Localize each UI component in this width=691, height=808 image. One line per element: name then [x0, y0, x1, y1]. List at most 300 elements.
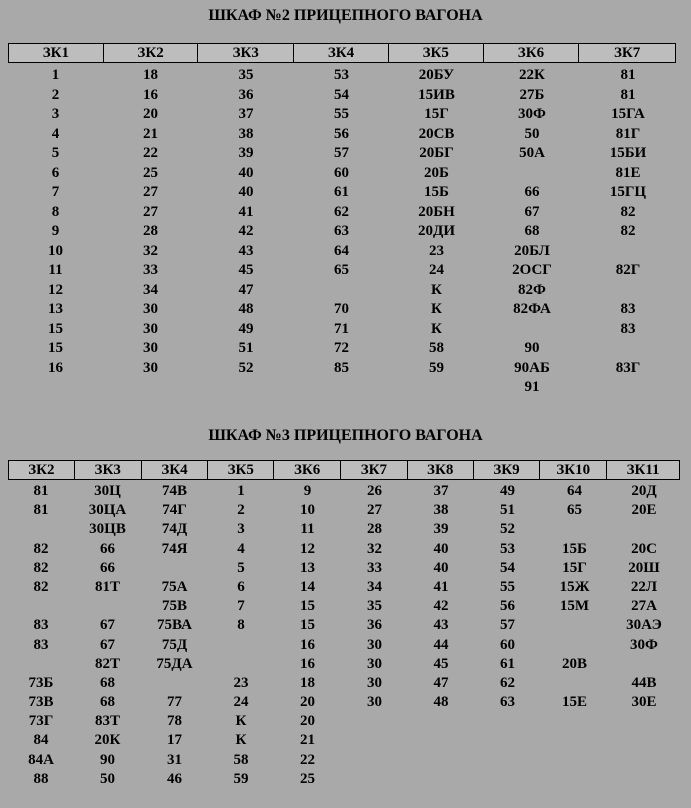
table-cell: 68	[524, 223, 540, 239]
table-cell: 7	[237, 598, 245, 615]
table-cell: 30Ц	[94, 483, 121, 499]
table-cell: 20БЛ	[514, 242, 550, 259]
table-cell: 32	[367, 540, 382, 557]
table-cell: 44В	[631, 674, 657, 691]
table-cell: 83Г	[615, 359, 641, 376]
table-column	[274, 482, 341, 789]
table-cell: 30	[367, 655, 382, 672]
table-cell	[580, 339, 676, 359]
column-header: ЗК1	[9, 44, 104, 62]
table-cell: 70	[334, 301, 349, 317]
table-cell: 57	[334, 145, 349, 161]
table-cell: 64	[334, 242, 349, 259]
cabinet-2-table	[8, 43, 676, 398]
table-cell: 61	[500, 655, 515, 672]
table-cell: 4	[237, 540, 245, 557]
table-cell: 59	[233, 770, 249, 787]
table-cell: 82	[620, 223, 636, 239]
table-cell: 66	[100, 540, 115, 557]
table-cell: 20Е	[631, 502, 657, 519]
table-cell: 2	[237, 502, 245, 519]
table-cell	[608, 751, 680, 770]
table-cell: 56	[500, 598, 515, 615]
table-cell: 75Д	[161, 636, 188, 653]
table-cell: 20БУ	[418, 67, 455, 83]
table-cell: 74Я	[161, 540, 188, 557]
table-cell: 82	[33, 559, 49, 576]
table-cell: 27	[143, 184, 158, 200]
table-cell: 8	[237, 617, 245, 634]
table-cell	[474, 731, 541, 750]
table-cell: 82ФА	[513, 301, 551, 317]
cabinet-3-title: ШКАФ №3 ПРИЦЕПНОГО ВАГОНА	[208, 427, 483, 444]
table-cell: 34	[367, 578, 382, 595]
table-cell: 68	[100, 674, 115, 691]
table-cell: 48	[433, 694, 449, 711]
table-cell: 75А	[161, 578, 188, 595]
table-cell: 23	[429, 242, 444, 259]
table-cell: 5	[237, 559, 245, 576]
table-cell	[608, 520, 680, 539]
table-cell: 30Ф	[518, 106, 546, 122]
table-cell	[408, 751, 474, 770]
table-column	[541, 482, 608, 789]
table-cell: 10	[48, 242, 63, 259]
table-cell: 15БИ	[609, 145, 647, 161]
table-cell	[484, 320, 580, 340]
table-cell	[341, 712, 408, 731]
table-cell	[294, 281, 389, 301]
table-column	[208, 482, 274, 789]
column-header: ЗК2	[9, 461, 75, 479]
table-cell: 30АЭ	[626, 617, 662, 634]
table-cell: 22К	[519, 67, 545, 83]
table-cell: 75В	[161, 598, 187, 615]
table-column	[608, 482, 680, 789]
table-cell: 62	[334, 203, 349, 220]
table-cell: 73В	[28, 694, 54, 711]
table-cell	[474, 712, 541, 731]
table-cell: 84	[33, 732, 49, 749]
table-cell: 15	[300, 598, 315, 615]
table-cell: 9	[51, 223, 60, 239]
table-cell: 18	[300, 674, 315, 691]
cabinet-2-title: ШКАФ №2 ПРИЦЕПНОГО ВАГОНА	[208, 7, 483, 24]
table-cell: К	[235, 713, 247, 730]
table-cell	[341, 731, 408, 750]
table-cell	[8, 655, 74, 674]
table-cell: 40	[433, 540, 449, 557]
table-cell: 16	[48, 359, 63, 376]
table-cell: 11	[48, 262, 63, 278]
table-cell: 20БН	[418, 203, 455, 220]
table-cell: 30ЦВ	[89, 521, 126, 538]
column-header: ЗК4	[142, 461, 209, 479]
table-cell	[8, 597, 74, 616]
table-column	[8, 66, 103, 398]
table-cell: 1	[237, 483, 245, 499]
column-header: ЗК5	[208, 461, 274, 479]
table-cell: 38	[433, 502, 449, 519]
table-cell: 67	[524, 203, 540, 220]
table-cell: 37	[433, 483, 449, 499]
table-cell: 73Б	[28, 674, 54, 691]
table-cell: 65	[567, 502, 582, 519]
table-cell: 56	[334, 125, 349, 142]
table-cell: 6	[237, 578, 245, 595]
table-cell: 31	[167, 751, 182, 768]
column-header: ЗК2	[104, 44, 199, 62]
table-cell	[474, 770, 541, 789]
table-cell: 30Ф	[630, 636, 658, 653]
table-cell: 58	[233, 751, 249, 768]
table-cell	[141, 674, 208, 693]
table-cell: 27Б	[519, 86, 545, 103]
table-cell: 63	[334, 223, 349, 239]
table-cell: 38	[238, 125, 254, 142]
table-cell: 82	[33, 578, 49, 595]
table-cell: 2ОСГ	[512, 262, 552, 278]
table-column	[103, 66, 198, 398]
table-cell	[541, 770, 608, 789]
table-cell: 67	[100, 636, 115, 653]
table-cell: 51	[500, 502, 515, 519]
table-cell: 60	[334, 164, 349, 181]
column-header: ЗК6	[274, 461, 341, 479]
column-header: ЗК8	[408, 461, 474, 479]
table-cell: 83	[620, 320, 636, 337]
table-cell: 22Л	[630, 578, 658, 595]
table-cell: 47	[433, 674, 449, 691]
table-cell: 58	[429, 340, 444, 356]
table-cell: 90	[100, 751, 115, 768]
table-cell: 15Г	[562, 559, 587, 576]
table-cell	[208, 655, 274, 674]
table-cell: 81	[620, 86, 636, 103]
table-cell: 15	[48, 320, 63, 337]
column-header: ЗК4	[294, 44, 389, 62]
table-cell: 61	[334, 184, 349, 200]
table-cell: 9	[303, 483, 312, 499]
table-cell: 3	[237, 521, 245, 538]
table-cell	[541, 616, 608, 635]
table-cell: 48	[238, 301, 254, 317]
table-column	[198, 66, 294, 398]
table-cell: 36	[238, 86, 254, 103]
table-cell: 15	[300, 617, 315, 634]
table-cell: 83	[620, 301, 636, 317]
table-cell	[541, 674, 608, 693]
table-cell: 81	[33, 502, 49, 519]
table-cell: 3	[51, 106, 60, 122]
table-cell: 5	[51, 145, 60, 161]
table-cell: 24	[429, 262, 444, 278]
table-cell: 20БГ	[419, 145, 454, 161]
table-cell: 50	[524, 125, 540, 142]
table-cell: 45	[433, 655, 449, 672]
table-cell: 67	[100, 617, 115, 634]
table-column	[341, 482, 408, 789]
table-cell: 40	[238, 164, 254, 181]
table-cell: 20Ш	[628, 559, 660, 576]
table-column	[580, 66, 676, 398]
table-cell: 53	[500, 540, 515, 557]
cabinet-2-header-row	[8, 43, 676, 63]
table-cell	[608, 712, 680, 731]
column-header: ЗК10	[540, 461, 607, 479]
table-cell: 51	[238, 340, 254, 356]
table-cell: 71	[334, 320, 349, 337]
table-column	[474, 482, 541, 789]
table-cell: 15Б	[562, 540, 587, 557]
table-cell: 66	[524, 184, 540, 200]
table-cell: 53	[334, 67, 349, 83]
table-cell: 33	[367, 559, 382, 576]
table-cell: 82Г	[615, 262, 641, 278]
table-cell	[408, 731, 474, 750]
table-cell: 81Т	[94, 578, 120, 595]
table-cell	[474, 751, 541, 770]
table-cell: 82Т	[94, 655, 120, 672]
table-cell: 68	[100, 694, 115, 711]
table-cell: 66	[100, 559, 115, 576]
table-cell	[608, 770, 680, 789]
table-column	[389, 66, 484, 398]
table-cell: 63	[500, 694, 515, 711]
table-cell: 81Е	[615, 164, 641, 181]
table-cell: 64	[567, 483, 582, 499]
table-cell: 75ДА	[156, 655, 193, 672]
table-cell: 39	[433, 521, 449, 538]
table-cell	[74, 597, 141, 616]
table-cell: 52	[238, 359, 254, 376]
table-cell: 20К	[94, 732, 121, 749]
table-cell: 15Б	[424, 184, 449, 200]
table-cell: 82	[33, 540, 49, 557]
table-cell: 30	[367, 636, 382, 653]
table-cell: 15ИВ	[418, 86, 455, 103]
column-header: ЗК7	[614, 45, 641, 61]
table-cell	[608, 655, 680, 674]
table-cell: 88	[33, 770, 49, 787]
table-cell: 42	[433, 598, 449, 615]
table-cell: 81	[620, 67, 636, 83]
table-cell: 8	[51, 203, 60, 220]
table-cell: 82Ф	[518, 281, 546, 298]
table-cell: 82	[620, 203, 636, 220]
table-cell: 27А	[631, 598, 657, 615]
table-cell: 59	[429, 359, 444, 376]
table-cell: 20Б	[424, 164, 449, 181]
table-cell: 15М	[559, 598, 590, 615]
table-cell: 24	[233, 694, 249, 711]
table-cell: 60	[500, 636, 515, 653]
table-cell: 90АБ	[514, 359, 550, 376]
table-cell	[141, 559, 208, 578]
table-column	[141, 482, 208, 789]
table-cell: 50А	[519, 145, 545, 161]
table-cell: 20Д	[631, 483, 657, 499]
table-cell: 26	[367, 483, 382, 499]
column-header: ЗК3	[198, 44, 294, 62]
table-cell: 75ВА	[157, 617, 192, 634]
table-cell: 32	[143, 242, 158, 259]
table-cell: 20	[300, 713, 315, 730]
table-cell	[541, 751, 608, 770]
table-cell: 65	[334, 262, 349, 278]
table-cell: 22	[300, 751, 315, 768]
table-cell	[8, 520, 74, 539]
cabinet-3-body	[8, 482, 680, 789]
column-header: ЗК7	[341, 461, 408, 479]
table-cell: 42	[238, 223, 254, 239]
table-cell	[408, 770, 474, 789]
table-cell: 62	[500, 674, 515, 691]
table-cell: 34	[143, 281, 158, 298]
table-cell: 49	[500, 483, 515, 499]
table-column	[294, 66, 389, 398]
table-cell: 43	[238, 242, 254, 259]
table-cell: 6	[51, 164, 60, 181]
table-cell: 30	[143, 301, 158, 317]
table-cell: 55	[334, 106, 349, 122]
table-cell: 78	[167, 713, 182, 730]
table-cell: 55	[500, 578, 515, 595]
table-cell	[341, 770, 408, 789]
table-cell: 54	[500, 559, 515, 576]
table-cell	[408, 712, 474, 731]
table-cell: 74Г	[162, 502, 187, 519]
table-cell: 91	[524, 379, 540, 395]
table-cell	[208, 636, 274, 655]
table-cell: 11	[300, 521, 315, 538]
table-cell: 21	[143, 125, 158, 142]
table-column	[408, 482, 474, 789]
table-cell: 30	[367, 674, 382, 691]
table-cell: 35	[367, 598, 382, 615]
table-cell: 35	[238, 67, 254, 83]
table-cell: 41	[238, 203, 254, 220]
table-cell: 10	[300, 502, 315, 519]
table-cell	[608, 731, 680, 750]
cabinet-3-header-row	[8, 460, 680, 480]
table-cell: 16	[300, 655, 315, 672]
table-cell: 43	[433, 617, 449, 634]
column-header: ЗК9	[474, 461, 541, 479]
table-cell: 30	[143, 359, 158, 376]
table-cell	[341, 751, 408, 770]
table-cell	[541, 520, 608, 539]
table-cell: 25	[143, 164, 158, 181]
table-cell: 27	[143, 203, 158, 220]
table-cell	[541, 712, 608, 731]
table-cell: 28	[143, 223, 158, 239]
table-cell: 49	[238, 320, 254, 337]
column-header: ЗК3	[75, 461, 142, 479]
table-cell: 72	[334, 340, 349, 356]
table-cell: 25	[300, 770, 315, 787]
table-cell: 18	[143, 67, 158, 83]
table-cell	[580, 281, 676, 301]
table-cell: К	[431, 281, 442, 298]
table-cell: 44	[433, 636, 449, 653]
table-cell: 81Г	[615, 125, 641, 142]
cabinet-3-table	[8, 460, 680, 789]
table-cell: 20В	[561, 655, 587, 672]
table-cell: 83	[33, 636, 49, 653]
table-cell: 17	[167, 732, 182, 749]
table-cell: 20	[300, 694, 315, 711]
table-cell: 12	[48, 281, 63, 298]
table-cell: 83Т	[94, 713, 120, 730]
table-cell: 15	[48, 340, 63, 356]
table-cell: 28	[367, 521, 382, 538]
table-cell: 45	[238, 262, 254, 278]
table-cell: 90	[524, 340, 540, 356]
table-cell	[541, 636, 608, 655]
table-cell: 13	[48, 301, 63, 317]
table-cell: 15ГЦ	[609, 184, 647, 200]
table-cell: 16	[300, 636, 315, 653]
table-cell: 73Г	[28, 713, 54, 730]
table-cell: 30	[143, 320, 158, 337]
table-cell	[580, 242, 676, 262]
table-cell: 74В	[161, 483, 187, 499]
table-cell: 41	[433, 578, 449, 595]
table-cell: К	[235, 732, 247, 749]
table-column	[484, 66, 580, 398]
cabinet-2-body	[8, 66, 676, 398]
table-cell: 20С	[631, 540, 657, 557]
table-cell: 39	[238, 145, 254, 161]
table-cell: 27	[367, 502, 382, 519]
table-cell: 36	[367, 617, 382, 634]
column-header: ЗК11	[626, 462, 660, 478]
table-cell: 81	[33, 483, 49, 499]
table-cell: 30	[367, 694, 382, 711]
table-cell: 30ЦА	[88, 502, 127, 519]
table-cell: 15Ж	[559, 578, 590, 595]
table-cell: 30Е	[631, 694, 657, 711]
table-cell: 46	[167, 770, 182, 787]
table-cell: К	[431, 301, 442, 317]
table-cell: 20	[143, 106, 158, 122]
table-cell: 83	[33, 617, 49, 634]
table-cell: 37	[238, 106, 254, 122]
table-cell: 4	[51, 125, 60, 142]
table-cell: 16	[143, 86, 158, 103]
table-cell: 33	[143, 262, 158, 278]
table-cell: 50	[100, 770, 115, 787]
table-cell	[541, 731, 608, 750]
table-cell: 21	[300, 732, 315, 749]
table-cell: 13	[300, 559, 315, 576]
table-cell: 30	[143, 340, 158, 356]
table-cell: 85	[334, 359, 349, 376]
table-cell: 84А	[28, 751, 54, 768]
table-cell: 15Г	[424, 106, 449, 122]
table-cell: 14	[300, 578, 315, 595]
table-cell: 7	[51, 184, 60, 200]
table-cell: 47	[238, 281, 254, 298]
table-cell: 15Е	[561, 694, 587, 711]
table-cell: 2	[51, 86, 60, 103]
column-header: ЗК5	[389, 44, 484, 62]
table-cell: 40	[433, 559, 449, 576]
table-cell: 20ДИ	[418, 223, 455, 239]
table-cell: К	[431, 320, 442, 337]
table-cell: 20СВ	[418, 125, 455, 142]
